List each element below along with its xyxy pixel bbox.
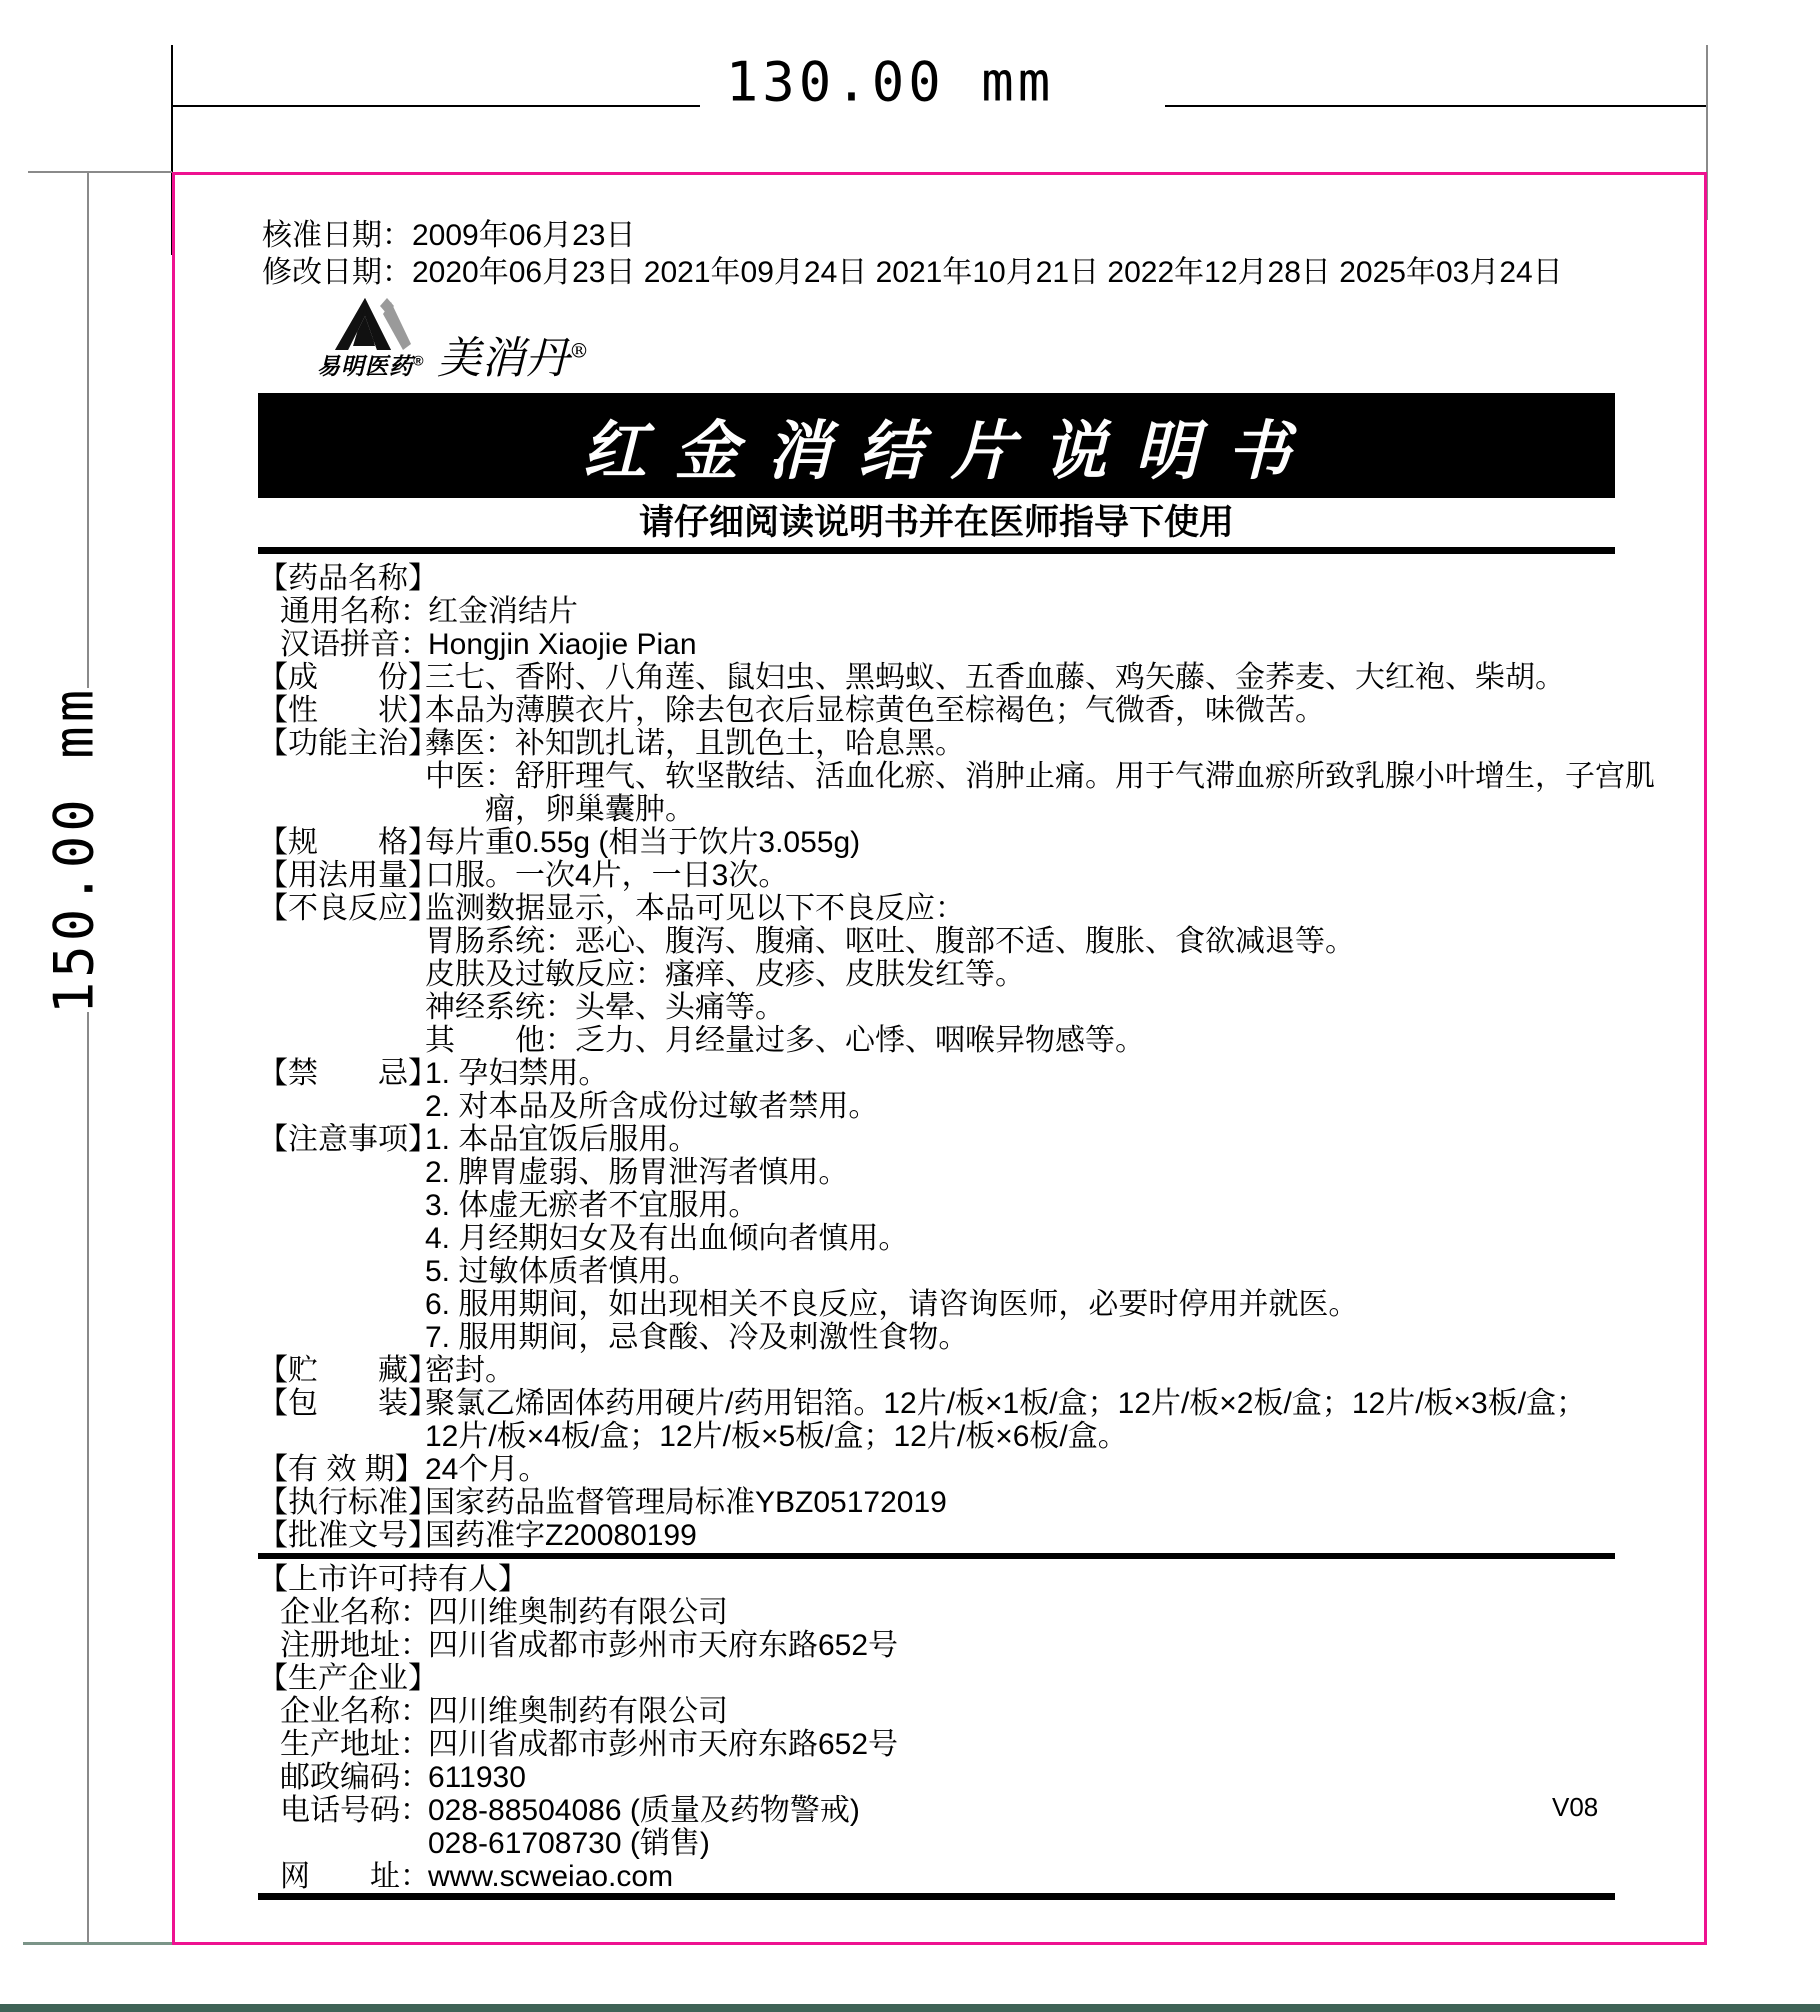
body-row bbox=[258, 1519, 1618, 1552]
field-value: 028-88504086 (质量及药物警戒) bbox=[428, 1794, 860, 1827]
field-value: 四川维奥制药有限公司 bbox=[428, 1596, 728, 1629]
body-row bbox=[258, 1486, 1618, 1519]
body-row bbox=[258, 1728, 1618, 1761]
body-row bbox=[258, 1090, 1618, 1123]
body-row bbox=[258, 1860, 1618, 1893]
field-key: 注册地址： bbox=[280, 1629, 430, 1662]
body-row bbox=[258, 1695, 1618, 1728]
section-text: 1. 本品宜饭后服用。 bbox=[425, 1123, 699, 1156]
body-row bbox=[258, 1321, 1618, 1354]
section-label: 【药品名称】 bbox=[258, 562, 438, 595]
body-row bbox=[258, 1189, 1618, 1222]
body-row bbox=[258, 628, 1618, 661]
field-value: www.scweiao.com bbox=[428, 1860, 674, 1893]
width-dim-line-right bbox=[1165, 105, 1707, 107]
body-row bbox=[258, 1354, 1618, 1387]
field-key: 企业名称： bbox=[280, 1596, 430, 1629]
section-text: 皮肤及过敏反应：瘙痒、皮疹、皮肤发红等。 bbox=[425, 958, 1025, 991]
field-value: 红金消结片 bbox=[428, 595, 578, 628]
brand-row bbox=[303, 296, 723, 384]
height-dim-ext-top bbox=[28, 171, 172, 173]
body-row bbox=[258, 958, 1618, 991]
caution-line: 请仔细阅读说明书并在医师指导下使用 bbox=[638, 503, 1234, 542]
section-label: 【功能主治】 bbox=[258, 727, 438, 760]
field-key: 企业名称： bbox=[280, 1695, 430, 1728]
section-heading: 【上市许可持有人】 bbox=[258, 1563, 528, 1596]
body-row bbox=[258, 1057, 1618, 1090]
section-label: 【成 份】 bbox=[258, 661, 438, 694]
body-row bbox=[258, 1596, 1618, 1629]
width-dim-line-left bbox=[172, 105, 700, 107]
field-key: 网 址： bbox=[280, 1860, 430, 1893]
section-text: 国家药品监督管理局标准YBZ05172019 bbox=[425, 1486, 947, 1519]
section-text: 口服。一次4片，一日3次。 bbox=[425, 859, 789, 892]
approval-date: 核准日期：2009年06月23日 bbox=[262, 219, 636, 252]
body-row bbox=[258, 1123, 1618, 1156]
rule-bottom bbox=[258, 1893, 1615, 1900]
body-row bbox=[258, 1288, 1618, 1321]
field-value: 四川维奥制药有限公司 bbox=[428, 1695, 728, 1728]
registered-mark-icon: ® bbox=[569, 338, 589, 363]
title-bar bbox=[258, 393, 1615, 498]
section-text: 3. 体虚无瘀者不宜服用。 bbox=[425, 1189, 759, 1222]
section-label: 【禁 忌】 bbox=[258, 1057, 438, 1090]
height-dim-line-lower bbox=[87, 1012, 89, 1943]
body-row bbox=[258, 826, 1618, 859]
section-label: 【包 装】 bbox=[258, 1387, 438, 1420]
section-label: 【规 格】 bbox=[258, 826, 438, 859]
body-row bbox=[258, 661, 1618, 694]
section-label: 【不良反应】 bbox=[258, 892, 438, 925]
height-dim-label: 150.00 mm bbox=[42, 685, 106, 1015]
body-row bbox=[258, 1761, 1618, 1794]
section-text: 本品为薄膜衣片，除去包衣后显棕黄色至棕褐色；气微香，味微苦。 bbox=[425, 694, 1325, 727]
section-label: 【贮 藏】 bbox=[258, 1354, 438, 1387]
section-text: 聚氯乙烯固体药用硬片/药用铝箔。12片/板×1板/盒；12片/板×2板/盒；12片/板×3板/盒； bbox=[425, 1387, 1587, 1420]
section-text: 监测数据显示，本品可见以下不良反应： bbox=[425, 892, 965, 925]
field-key: 电话号码： bbox=[280, 1794, 430, 1827]
body-row bbox=[258, 1629, 1618, 1662]
section-text: 每片重0.55g (相当于饮片3.055g) bbox=[425, 826, 861, 859]
body-row bbox=[258, 1420, 1618, 1453]
field-key: 邮政编码： bbox=[280, 1761, 430, 1794]
rule-under-caution bbox=[258, 547, 1615, 554]
registered-mark-icon: ® bbox=[413, 352, 425, 369]
body-row bbox=[258, 1794, 1618, 1827]
section-text: 7. 服用期间，忌食酸、冷及刺激性食物。 bbox=[425, 1321, 969, 1354]
body-row bbox=[258, 793, 1618, 826]
field-key: 汉语拼音： bbox=[280, 628, 430, 661]
mountain-logo-icon bbox=[335, 298, 411, 350]
body-row bbox=[258, 595, 1618, 628]
field-value: Hongjin Xiaojie Pian bbox=[428, 628, 697, 661]
section-label: 【性 状】 bbox=[258, 694, 438, 727]
section-text: 胃肠系统：恶心、腹泻、腹痛、呕吐、腹部不适、腹胀、食欲减退等。 bbox=[425, 925, 1355, 958]
body-rows bbox=[258, 562, 1655, 1552]
bottom-teal-strip bbox=[0, 2004, 1820, 2012]
field-key: 通用名称： bbox=[280, 595, 430, 628]
body-row bbox=[258, 1255, 1618, 1288]
field-value: 四川省成都市彭州市天府东路652号 bbox=[428, 1629, 899, 1662]
section-heading: 【生产企业】 bbox=[258, 1662, 438, 1695]
logo-company-name: 易明医药® bbox=[317, 352, 425, 379]
height-dim-line-upper bbox=[87, 172, 89, 688]
date-block bbox=[262, 217, 1563, 291]
field-key: 生产地址： bbox=[280, 1728, 430, 1761]
section-text: 12片/板×4板/盒；12片/板×5板/盒；12片/板×6板/盒。 bbox=[425, 1420, 1128, 1453]
body-row bbox=[258, 1563, 1618, 1596]
section-label: 【注意事项】 bbox=[258, 1123, 438, 1156]
body-row bbox=[258, 1453, 1618, 1486]
field-value: 四川省成都市彭州市天府东路652号 bbox=[428, 1728, 899, 1761]
body-row bbox=[258, 859, 1618, 892]
page-title: 红金消结片说明书 bbox=[582, 414, 1319, 487]
section-text: 密封。 bbox=[425, 1354, 515, 1387]
section-text: 三七、香附、八角莲、鼠妇虫、黑蚂蚁、五香血藤、鸡矢藤、金荞麦、大红袍、柴胡。 bbox=[425, 661, 1565, 694]
section-text: 国药准字Z20080199 bbox=[425, 1519, 697, 1552]
logo-product-name: 美消丹® bbox=[437, 333, 589, 384]
section-text: 4. 月经期妇女及有出血倾向者慎用。 bbox=[425, 1222, 909, 1255]
section-label: 【用法用量】 bbox=[258, 859, 438, 892]
company-rows bbox=[258, 1563, 1618, 1893]
revision-date: 修改日期：2020年06月23日 2021年09月24日 2021年10月21日 2022年12月28日 2025年03月24日 bbox=[262, 256, 1563, 289]
body-row bbox=[258, 1222, 1618, 1255]
body-row bbox=[258, 925, 1618, 958]
body-row bbox=[258, 727, 1618, 760]
version-code: V08 bbox=[1552, 1792, 1599, 1822]
section-text: 2. 对本品及所含成份过敏者禁用。 bbox=[425, 1090, 879, 1123]
body-row bbox=[258, 991, 1618, 1024]
section-text: 彝医：补知凯扎诺，且凯色土，哈息黑。 bbox=[425, 727, 965, 760]
field-value: 611930 bbox=[428, 1761, 526, 1794]
body-row bbox=[258, 1024, 1618, 1057]
section-text: 瘤，卵巢囊肿。 bbox=[485, 793, 695, 826]
section-text: 5. 过敏体质者慎用。 bbox=[425, 1255, 699, 1288]
section-text: 24个月。 bbox=[425, 1453, 549, 1486]
section-text: 神经系统：头晕、头痛等。 bbox=[425, 991, 785, 1024]
section-text: 1. 孕妇禁用。 bbox=[425, 1057, 609, 1090]
section-text: 中医：舒肝理气、软坚散结、活血化瘀、消肿止痛。用于气滞血瘀所致乳腺小叶增生，子宫肌 bbox=[425, 760, 1655, 793]
section-label: 【有 效 期】 bbox=[258, 1453, 425, 1486]
section-text: 2. 脾胃虚弱、肠胃泄泻者慎用。 bbox=[425, 1156, 849, 1189]
body-row bbox=[258, 1387, 1618, 1420]
body-row bbox=[258, 892, 1618, 925]
section-label: 【执行标准】 bbox=[258, 1486, 438, 1519]
rule-above-company bbox=[258, 1553, 1615, 1559]
body-row bbox=[258, 694, 1618, 727]
body-row bbox=[258, 1662, 1618, 1695]
body-row bbox=[258, 760, 1655, 793]
body-row bbox=[258, 562, 1618, 595]
field-value: 028-61708730 (销售) bbox=[428, 1827, 710, 1860]
section-label: 【批准文号】 bbox=[258, 1519, 438, 1552]
section-text: 其 他：乏力、月经量过多、心悸、咽喉异物感等。 bbox=[425, 1024, 1145, 1057]
body-row bbox=[258, 1156, 1618, 1189]
body-row bbox=[258, 1827, 1618, 1860]
section-text: 6. 服用期间，如出现相关不良反应，请咨询医师，必要时停用并就医。 bbox=[425, 1288, 1359, 1321]
width-dim-label: 130.00 mm bbox=[725, 50, 1055, 114]
